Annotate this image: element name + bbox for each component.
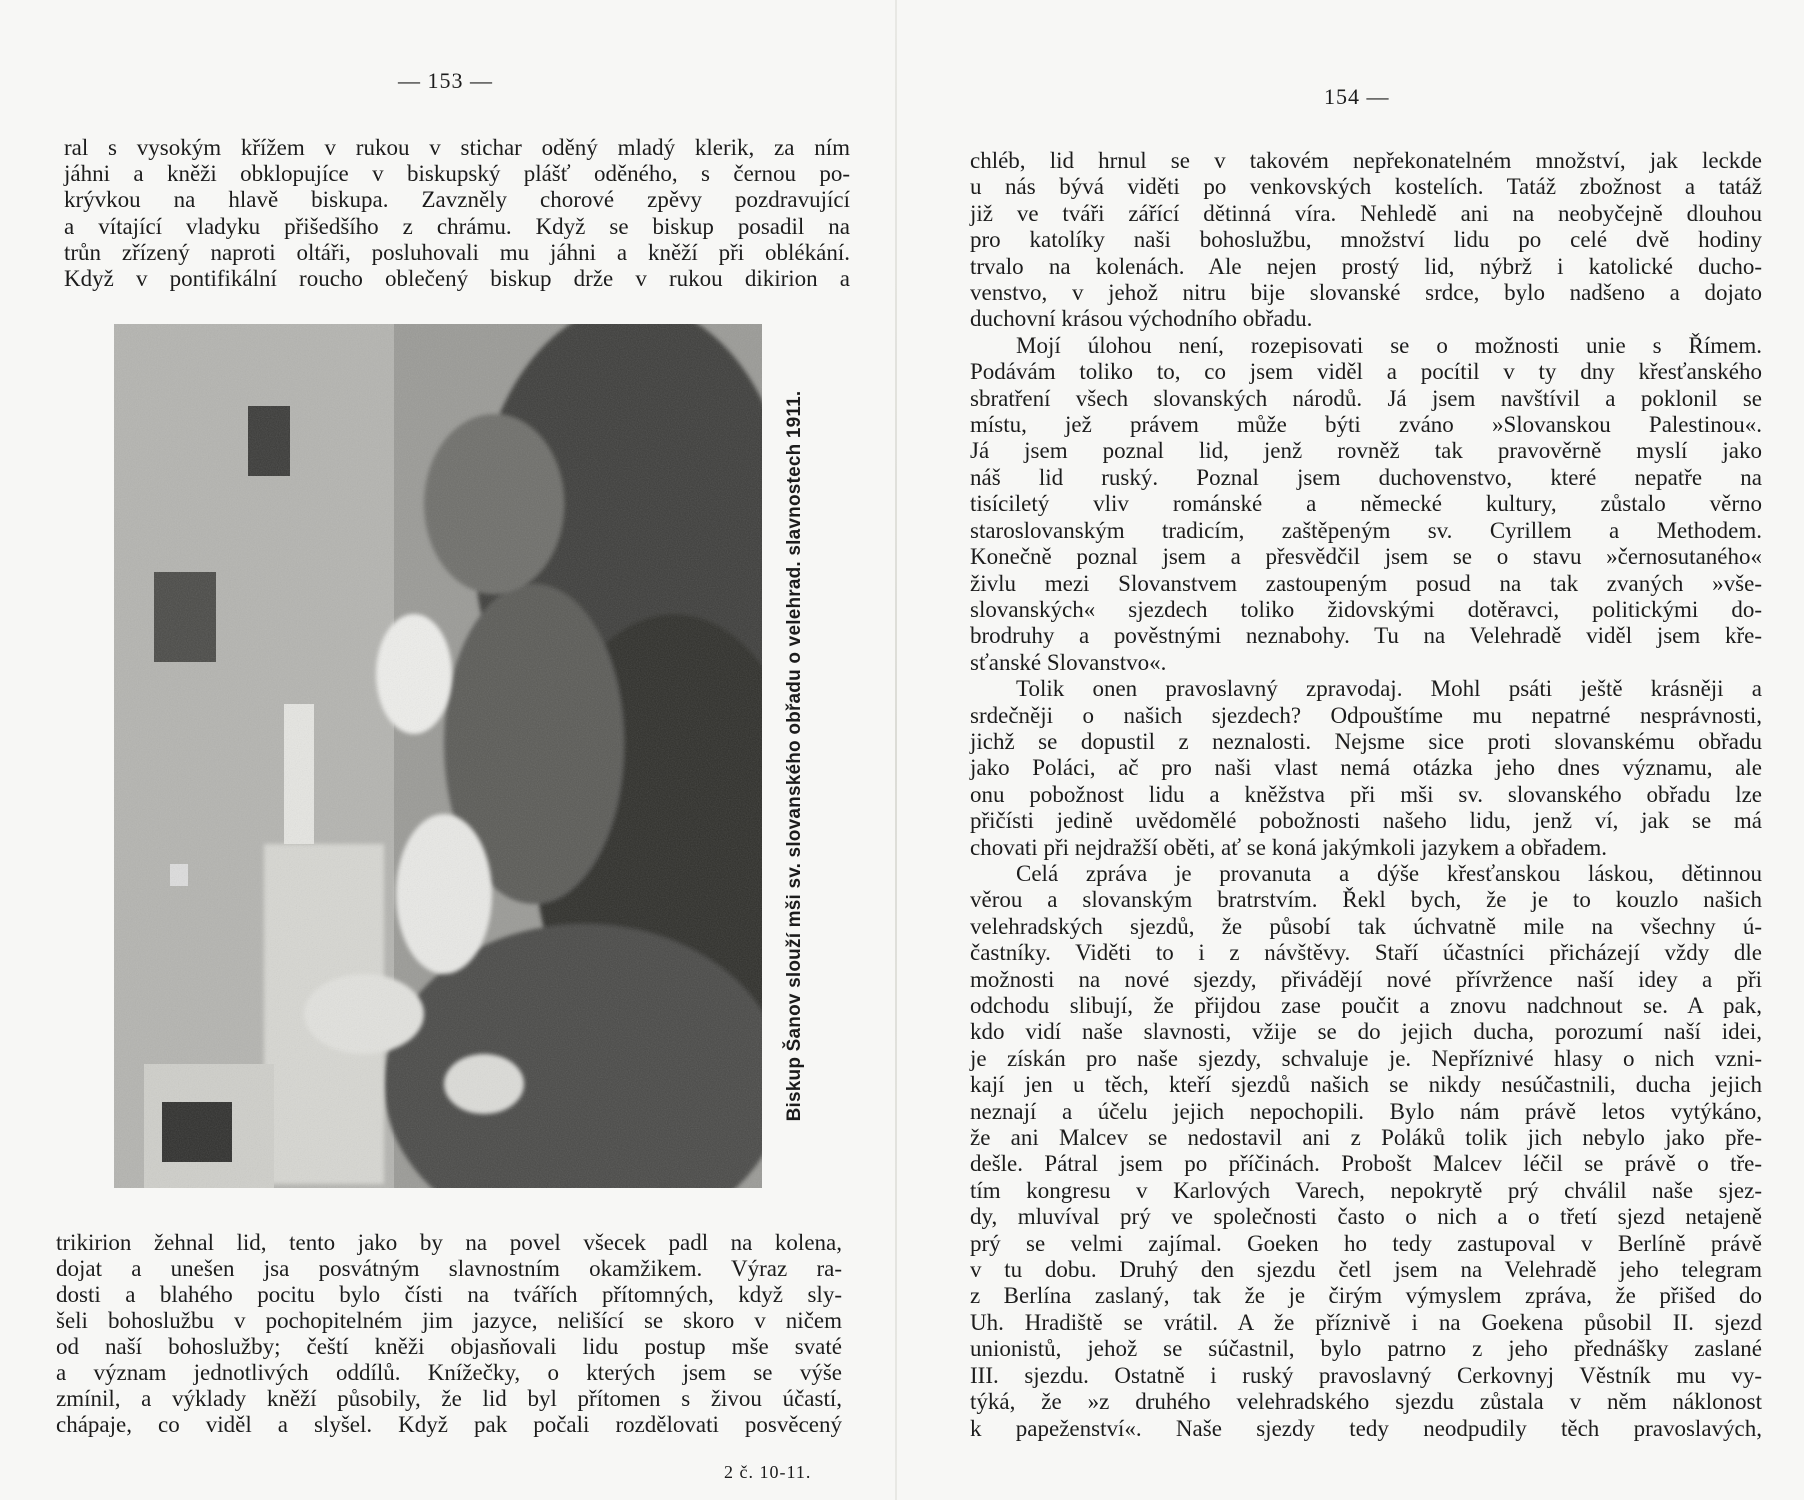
text-line: velehradských sjezdů, že působí tak úchvatně mile na všechny ú- [970,913,1762,939]
text-line: brodruhy a pověstnými neznabohy. Tu na Velehradě viděl jsem kře- [970,623,1762,649]
text-line: a vítající vladyku přišedšího z chrámu. Když se biskup posadil na [64,213,850,239]
text-line: tím kongresu v Karlových Varech, nepokrytě prý chválil naše sjez- [970,1177,1762,1203]
right-page [920,0,1804,1500]
text-line: místu, jež právem může býti zváno »Slovanskou Palestinou«. [970,412,1762,438]
text-line: od naší bohoslužby; čeští kněži objasňovali lidu postup mše svaté [56,1334,842,1359]
page-number-left: — 153 — [398,68,493,93]
text-line: staroslovanským tradicím, zaštěpeným sv. Cyrillem a Methodem. [970,517,1762,543]
text-line: živlu mezi Slovanstvem zastoupeným posud na tak zvaných »vše- [970,570,1762,596]
text-line: častníky. Viděti to i z návštěvy. Staří účastníci přicházejí vždy dle [970,940,1762,966]
text-line: trůn zřízený naproti oltáři, posluhovali mu jáhni a kněží při oblékání. [64,239,850,265]
photo-caption-area [774,324,816,1188]
left-page [0,0,880,1500]
text-line: sťanské Slovanstvo«. [970,649,1167,675]
text-line: dosti a blahého pocitu bylo čísti na tvářích přítomných, když sly- [56,1282,842,1307]
text-line: jako Poláci, ač pro naši vlast nemá otázka jeho dnes významu, ale [970,755,1762,781]
text-line: Když v pontifikální roucho oblečený biskup drže v rukou dikirion a [64,266,850,292]
text-line: již ve tváři zářící dětinná víra. Nehledě ani na neobyčejně dlouhou [970,200,1762,226]
text-line: Celá zpráva je provanuta a dýše křesťanskou láskou, dětinnou [1016,860,1762,886]
text-line: neznají a účelu jejich nepochopili. Bylo nám právě letos vytýkáno, [970,1098,1762,1124]
text-line: pro katolíky naši bohoslužbu, množství lidu po celé dvě hodiny [970,227,1762,253]
signature-mark: 2 č. 10-11. [724,1462,812,1482]
text-line: Uh. Hradiště se vrátil. A že příznivě i na Goekena působil II. sjezd [970,1309,1762,1335]
text-line: Mojí úlohou není, rozepisovati se o možnosti unie s Římem. [1016,332,1762,358]
text-line: šeli bohoslužbu v pochopitelném jim jazyce, nelišící se skoro v ničem [56,1308,842,1333]
text-line: Já jsem poznal lid, jenž rovněž tak pravověrně myslí jako [970,438,1762,464]
page-number-right: 154 — [1324,84,1390,109]
text-line: k papeženství«. Naše sjezdy tedy neodpudily těch pravoslavých, [970,1415,1762,1441]
text-line: že ani Malcev se nedostavil ani z Poláků tolik jich nebylo jako pře- [970,1125,1762,1151]
text-line: prý se velmi zajímal. Goeken ho tedy zastupoval v Berlíně právě [970,1230,1762,1256]
text-line: dojat a unešen jsa posvátným slavnostním okamžikem. Výraz ra- [56,1256,842,1281]
text-line: v tu dobu. Druhý den sjezdu četl jsem na Velehradě jeho telegram [970,1257,1762,1283]
text-line: Konečně poznal jsem a přesvědčil jsem se o stavu »černosutaného« [970,544,1762,570]
text-line: chovati při nejdražší oběti, ať se koná jakýmkoli jazykem a obřadem. [970,834,1608,860]
text-line: přičísti jedině uvědomělé pobožnosti našeho lidu, jenž ví, jak se má [970,808,1762,834]
text-line: týká, že »z druhého velehradského sjezdu zůstala v něm náklonost [970,1389,1762,1415]
text-line: je získán pro naše sjezdy, schvaluje je. Nepříznivé hlasy o nich vzni- [970,1045,1762,1071]
text-line: dešle. Pátral jsem po příčinách. Probošt Malcev léčil se právě o tře- [970,1151,1762,1177]
text-line: onu pobožnost lidu a kněžstva při mši sv. slovanského obřadu lze [970,781,1762,807]
text-line: sbratření všech slovanských národů. Já jsem navštívil a poklonil se [970,385,1762,411]
text-line: zmínil, a výklady kněží působily, že lid byl přítomen s živou účastí, [56,1386,842,1411]
photo-caption: Biskup Šanov slouží mši sv. slovanského obřadu o velehrad. slavnostech 1911. [784,390,805,1122]
text-line: slovanských« sjezdech toliko židovskými dotěravci, politickými do- [970,596,1762,622]
photograph-bishop-mass [114,324,762,1188]
left-bottom-text [56,1230,842,1438]
text-line: z Berlína zaslaný, tak že je čirým výmyslem zpráva, že přišed do [970,1283,1762,1309]
text-line: u nás bývá viděti po venkovských kostelích. Tatáž zbožnost a tatáž [970,174,1762,200]
left-top-text [64,135,850,292]
text-line: III. sjezdu. Ostatně i ruský pravoslavný Cerkovnyj Věstník mu vy- [970,1362,1762,1388]
text-line: možnosti na nové sjezdy, přivádějí nové přívržence naší idey a při [970,966,1762,992]
text-line: Tolik onen pravoslavný zpravodaj. Mohl psáti ještě krásněji a [1016,676,1762,702]
text-line: náš lid ruský. Poznal jsem duchovenstvo, které nepatře na [970,464,1762,490]
text-line: jichž se dopustil z neznalosti. Nejsme sice proti slovanskému obřadu [970,728,1762,754]
book-gutter [895,0,897,1500]
text-line: srdečněji o našich sjezdech? Odpouštíme mu nepatrné nesprávnosti, [970,702,1762,728]
text-line: tisíciletý vliv románské a německé kultury, zůstalo věrno [970,491,1762,517]
text-line: venstvo, v jehož nitru bije slovanské srdce, bylo nadšeno a dojato [970,280,1762,306]
text-line: chléb, lid hrnul se v takovém nepřekonatelném množství, jak leckde [970,148,1762,173]
text-line: kdo vidí naše slavnosti, vžije se do jejich ducha, porozumí naší idei, [970,1019,1762,1045]
text-line: ral s vysokým křížem v rukou v stichar oděný mladý klerik, za ním [64,135,850,160]
text-line: věrou a slovanským bratrstvím. Řekl bych, že je to kouzlo našich [970,887,1762,913]
text-line: odchodu slibují, že přijdou zase poučit a znovu nadchnout se. A pak, [970,993,1762,1018]
text-line: chápaje, co viděl a slyšel. Když pak počali rozdělovati posvěcený [56,1412,842,1437]
text-line: jáhni a kněži obklopujíce v biskupský plášť oděného, s černou po- [64,161,850,187]
text-line: Podávám toliko to, co jsem viděl a pocítil v ty dny křesťanského [970,359,1762,385]
text-line: a význam jednotlivých oddílů. Knížečky, o kterých jsem se výše [56,1360,842,1385]
text-line: trikirion žehnal lid, tento jako by na povel všecek padl na kolena, [56,1230,842,1255]
text-line: trvalo na kolenách. Ale nejen prostý lid, nýbrž i katolické ducho- [970,253,1762,279]
text-line: kají jen u těch, kteří sjezdů našich se nikdy nesúčastnili, ducha jejich [970,1072,1762,1098]
text-line: dy, mluvíval prý ve společnosti často o nich a o třetí sjezd netajeně [970,1204,1762,1230]
text-line: duchovní krásou východního obřadu. [970,306,1313,332]
photo-illustration [114,324,762,1188]
text-line: krývkou na hlavě biskupa. Zavzněly chorové zpěvy pozdravující [64,187,850,213]
right-body-text [970,148,1762,1442]
text-line: unionistů, jehož se súčastnil, bylo patrno z jeho přednášky zaslané [970,1336,1762,1362]
